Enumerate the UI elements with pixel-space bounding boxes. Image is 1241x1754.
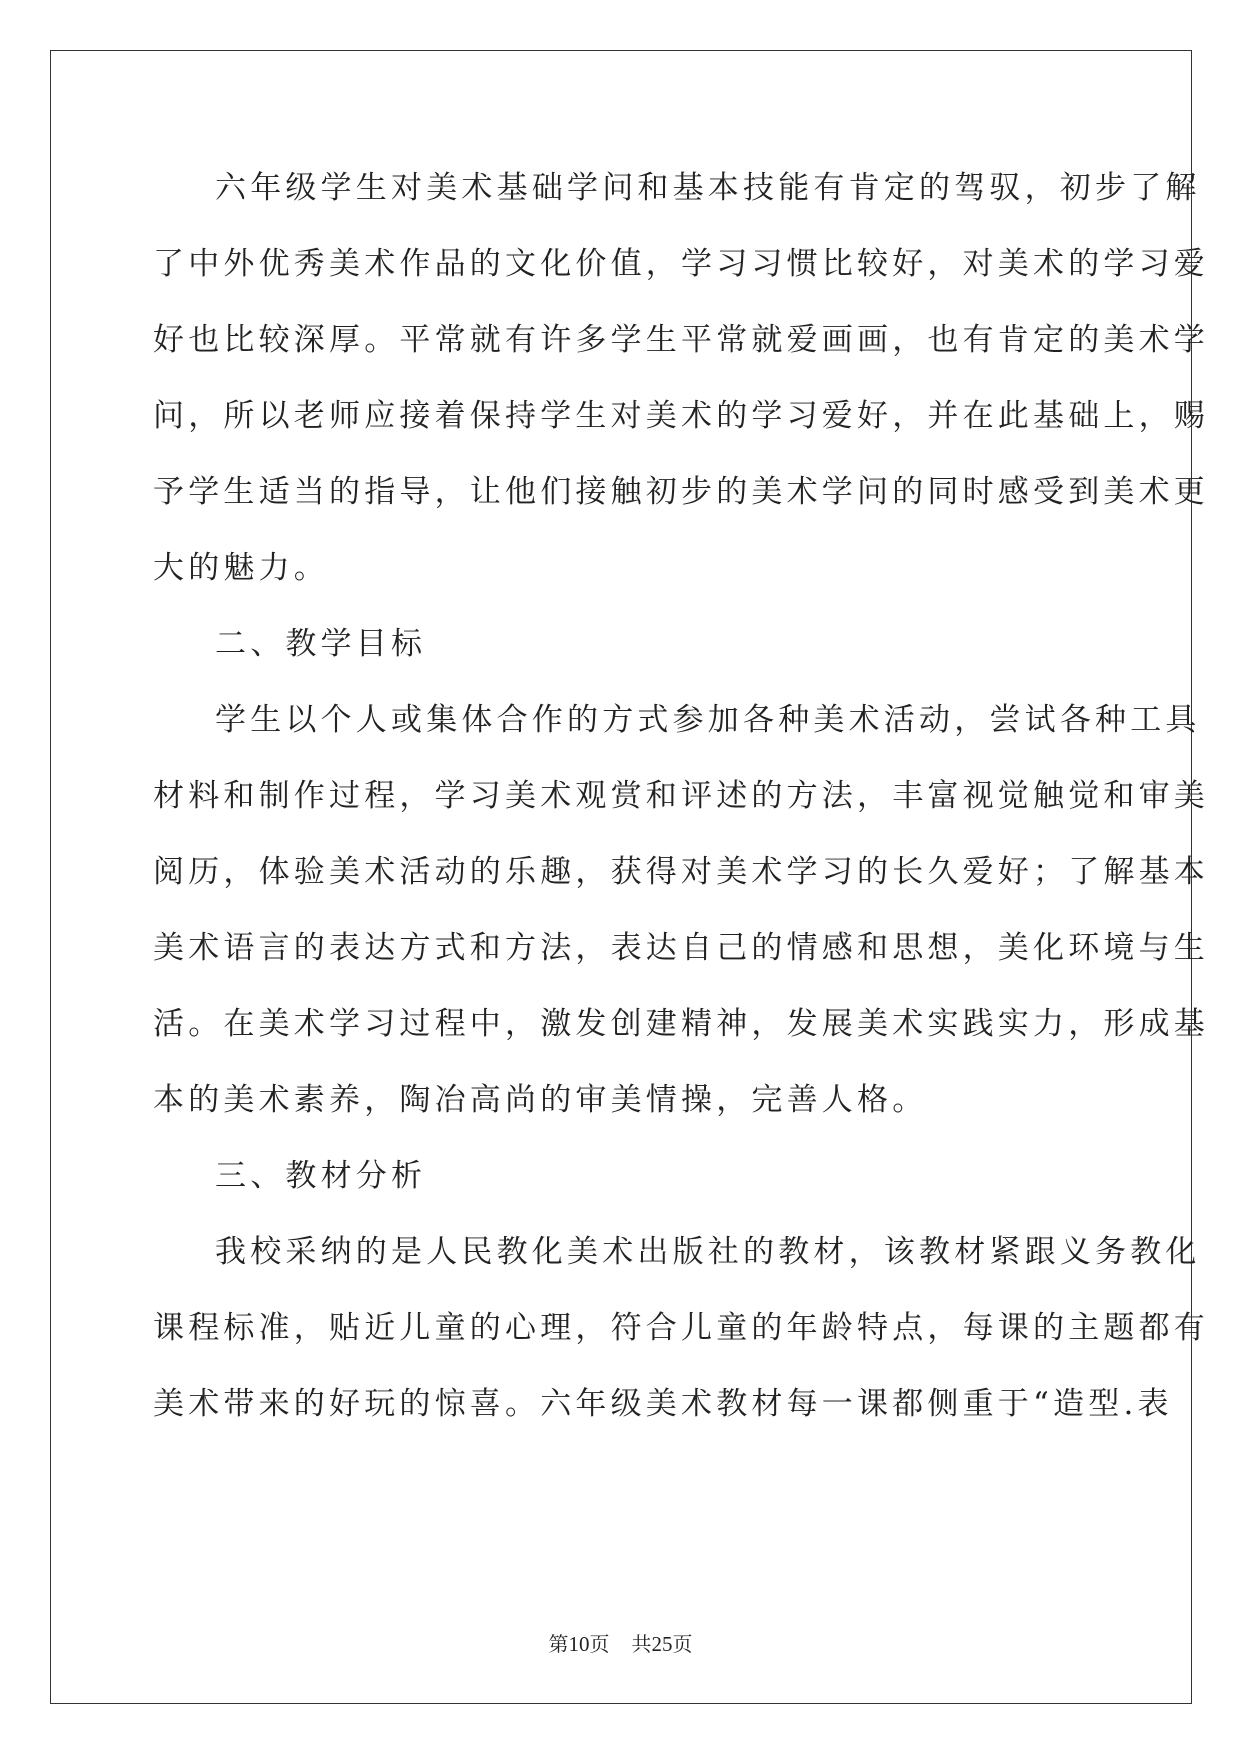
text-line: 课程标准，贴近儿童的心理，符合儿童的年龄特点，每课的主题都有 [153, 1310, 1209, 1346]
footer-total-prefix: 共 [631, 1632, 652, 1656]
text-line: 美术带来的好玩的惊喜。六年级美术教材每一课都侧重于“造型.表 [153, 1386, 1173, 1422]
paragraph-textbook-analysis [153, 1214, 1209, 1442]
text-line: 本的美术素养，陶冶高尚的审美情操，完善人格。 [153, 1082, 928, 1118]
text-line: 问，所以老师应接着保持学生对美术的学习爱好，并在此基础上，赐 [153, 398, 1209, 434]
text-line: 材料和制作过程，学习美术观赏和评述的方法，丰富视觉触觉和审美 [153, 778, 1209, 814]
text-line: 美术语言的表达方式和方法，表达自己的情感和思想，美化环境与生 [153, 930, 1209, 966]
section-heading-teaching-goals: 二、教学目标 [215, 626, 427, 662]
page-footer [0, 1628, 1241, 1657]
text-line: 了中外优秀美术作品的文化价值，学习习惯比较好，对美术的学习爱 [153, 246, 1209, 282]
section-heading-textbook-analysis: 三、教材分析 [215, 1158, 427, 1194]
text-line: 我校采纳的是人民教化美术出版社的教材，该教材紧跟义务教化 [215, 1234, 1201, 1270]
text-line: 大的魅力。 [153, 550, 329, 586]
footer-page-word: 页 [589, 1632, 610, 1656]
text-line: 予学生适当的指导，让他们接触初步的美术学问的同时感受到美术更 [153, 474, 1209, 510]
text-line: 好也比较深厚。平常就有许多学生平常就爱画画，也有肯定的美术学 [153, 322, 1209, 358]
document-body [153, 150, 1209, 1442]
footer-prefix: 第 [548, 1632, 569, 1656]
text-line: 学生以个人或集体合作的方式参加各种美术活动，尝试各种工具 [215, 702, 1201, 738]
text-line: 活。在美术学习过程中，激发创建精神，发展美术实践实力，形成基 [153, 1006, 1209, 1042]
paragraph-teaching-goals [153, 682, 1209, 1138]
footer-total-suffix: 页 [672, 1632, 693, 1656]
paragraph-student-analysis [153, 150, 1209, 606]
text-line: 六年级学生对美术基础学问和基本技能有肯定的驾驭，初步了解 [215, 170, 1201, 206]
total-pages-number: 25 [651, 1632, 673, 1656]
text-line: 阅历，体验美术活动的乐趣，获得对美术学习的长久爱好；了解基本 [153, 854, 1209, 890]
current-page-number: 10 [568, 1632, 590, 1656]
